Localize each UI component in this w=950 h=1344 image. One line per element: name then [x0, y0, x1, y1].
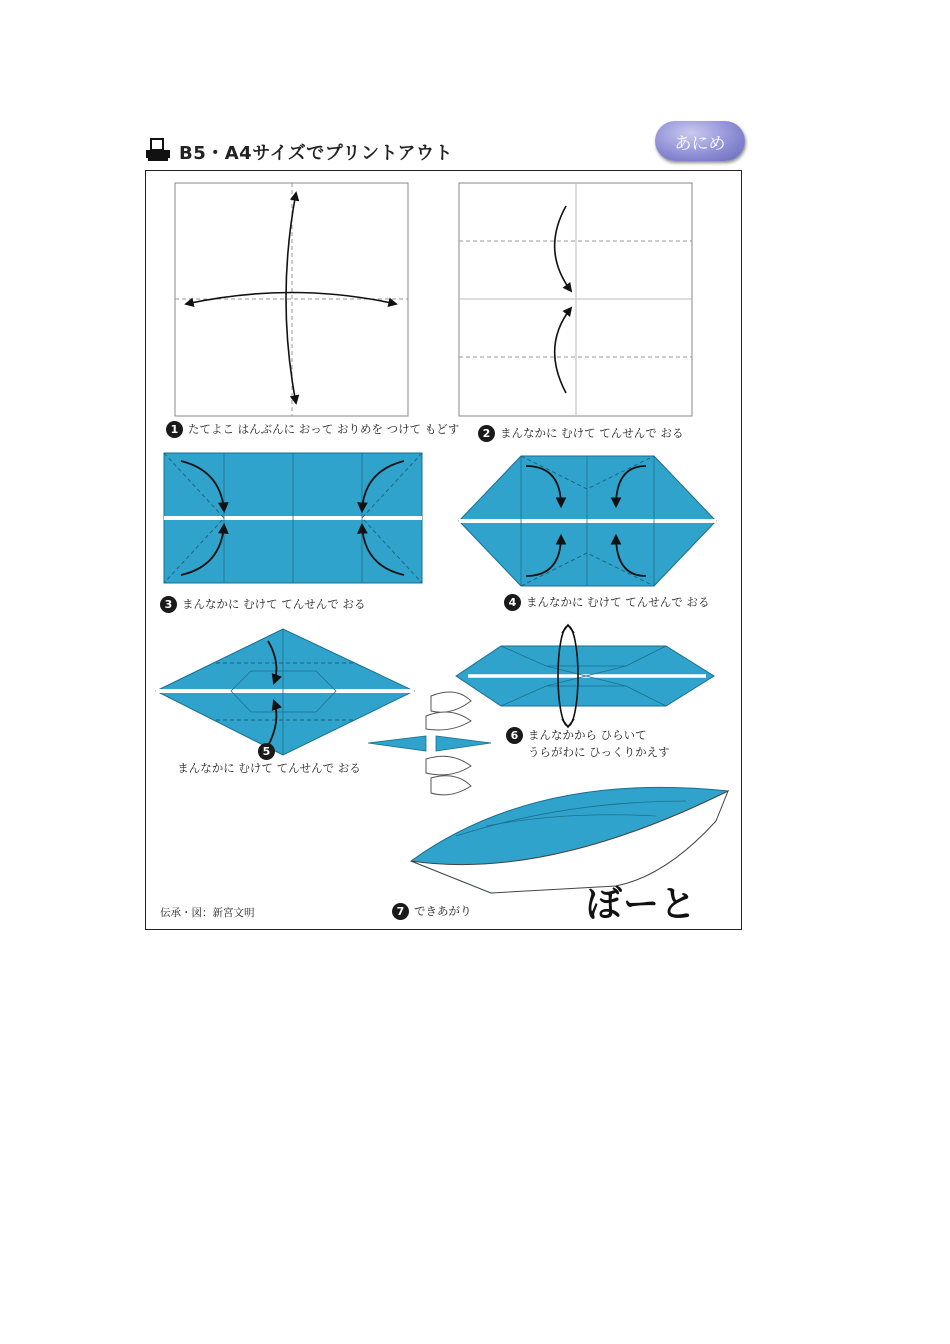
credit-text: 伝承・図：新宮文明 [160, 907, 255, 919]
step-6-caption: 6 まんなかから ひらいて うらがわに ひっくりかえす [506, 727, 670, 760]
step-4-diagram [459, 456, 716, 586]
step-7-number: 7 [392, 903, 409, 920]
step-5-caption: 5 まんなかに むけて てんせんで おる [177, 744, 361, 775]
step-1-diagram [175, 183, 408, 416]
step-5-diagram [156, 629, 414, 755]
instruction-sheet [145, 170, 742, 930]
step-2-diagram [459, 183, 692, 416]
step-1-number: 1 [166, 421, 183, 438]
anime-button-label: あにめ [674, 133, 726, 154]
printer-icon [145, 138, 171, 166]
step-3-number: 3 [160, 596, 177, 613]
step-3-caption: 3 まんなかに むけて てんせんで おる [160, 596, 365, 613]
step-1-caption: 1 たてよこ はんぶんに おって おりめを つけて もどす [166, 421, 459, 438]
anime-button[interactable] [655, 121, 745, 161]
step-3-diagram [164, 453, 422, 583]
opening-view-diagram [368, 692, 491, 795]
step-6-number: 6 [506, 727, 523, 744]
step-2-caption: 2 まんなかに むけて てんせんで おる [478, 425, 683, 442]
step-4-caption: 4 まんなかに むけて てんせんで おる [504, 594, 709, 611]
result-title: ぼーと [586, 884, 698, 925]
step-2-number: 2 [478, 425, 495, 442]
print-header-title: B5・A4サイズでプリントアウト [179, 143, 453, 164]
step-4-number: 4 [504, 594, 521, 611]
step-7-caption: 7 できあがり [392, 903, 472, 920]
print-header [145, 137, 453, 167]
diagram-canvas [146, 171, 743, 931]
step-5-number: 5 [258, 743, 275, 760]
step-6-diagram [456, 625, 714, 727]
